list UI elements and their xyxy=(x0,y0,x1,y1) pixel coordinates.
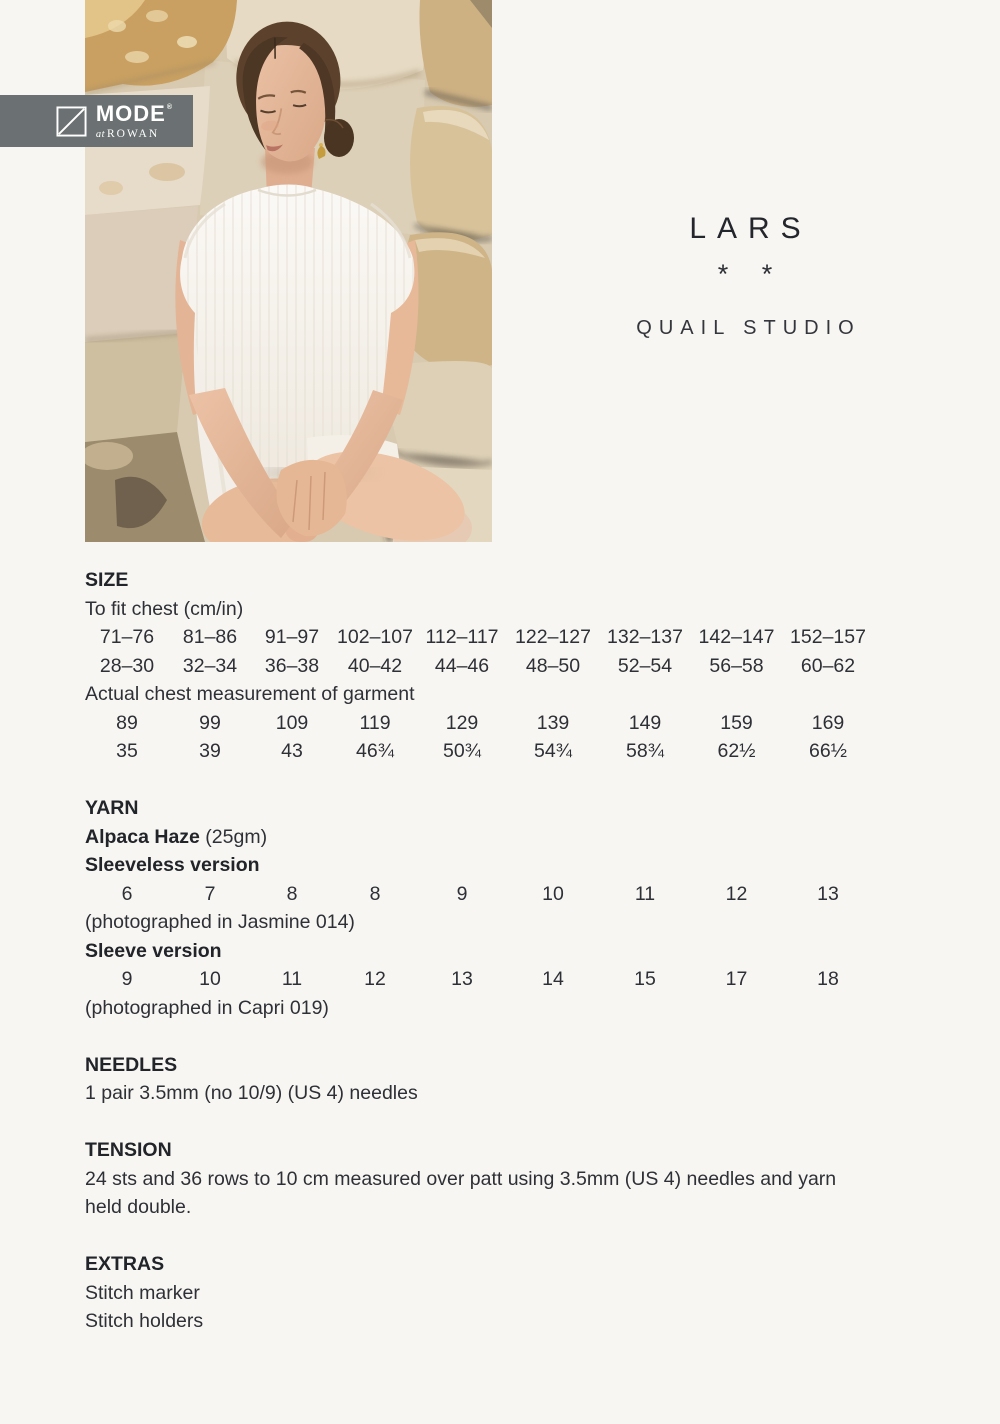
sleeve-qty-value: 18 xyxy=(817,968,839,990)
actual-cm-value: 159 xyxy=(720,711,753,734)
extras-list xyxy=(85,1279,945,1336)
size-cm-value: 122–127 xyxy=(515,626,591,648)
sleeveless-qty-value: 11 xyxy=(634,882,656,905)
size-cm-value: 91–97 xyxy=(264,626,320,648)
designer-name: QUAIL STUDIO xyxy=(636,317,861,339)
brand-at-text: at xyxy=(95,128,105,140)
sleeveless-qty-value: 7 xyxy=(204,882,216,905)
yarn-name-line xyxy=(85,823,945,852)
size-in-value: 32–34 xyxy=(182,654,238,677)
needles-heading: NEEDLES xyxy=(85,1053,178,1076)
size-cm-value: 152–157 xyxy=(790,626,866,648)
sleeve-note: (photographed in Capri 019) xyxy=(85,996,329,1019)
actual-cm-value: 129 xyxy=(445,711,479,734)
title-block xyxy=(575,212,915,340)
actual-cm-value: 119 xyxy=(359,711,391,734)
pattern-info xyxy=(85,566,945,1336)
hair-bun xyxy=(324,119,354,157)
sleeveless-note: (photographed in Jasmine 014) xyxy=(85,911,355,933)
actual-cm-value: 149 xyxy=(628,711,662,734)
size-in-value: 60–62 xyxy=(800,654,856,677)
sleeve-qty-value: 12 xyxy=(364,968,386,990)
size-in-value: 44–46 xyxy=(434,654,490,677)
tension-text xyxy=(85,1165,945,1222)
actual-in-value: 43 xyxy=(281,740,303,762)
size-cm-value: 142–147 xyxy=(698,626,775,648)
tension-line: held double. xyxy=(85,1196,192,1218)
size-cm-value: 102–107 xyxy=(337,626,413,648)
extras-item: Stitch marker xyxy=(85,1281,200,1304)
pattern-title: LARS xyxy=(689,212,812,245)
extras-item: Stitch holders xyxy=(85,1310,204,1332)
actual-label: Actual chest measurement of garment xyxy=(85,683,415,705)
brand-mode-text: MODE xyxy=(95,100,166,126)
registered-mark: ® xyxy=(166,103,173,111)
sleeve-qty-value: 11 xyxy=(281,968,303,990)
size-cm-value: 112–117 xyxy=(425,626,499,648)
mode-logo-icon xyxy=(56,106,87,137)
actual-cm-row xyxy=(85,709,945,738)
actual-in-row xyxy=(85,737,945,766)
sleeve-qty-value: 14 xyxy=(542,968,564,990)
size-heading: SIZE xyxy=(85,569,129,591)
sleeve-qty-value: 15 xyxy=(634,968,656,990)
model-photo xyxy=(85,0,492,542)
difficulty-stars: * * xyxy=(717,259,786,289)
sleeve-qty-value: 10 xyxy=(199,968,221,990)
yarn-put-up: (25gm) xyxy=(199,825,268,848)
to-fit-cm-row xyxy=(85,623,945,652)
actual-cm-value: 109 xyxy=(275,711,309,734)
actual-cm-value: 169 xyxy=(811,711,845,734)
extras-heading: EXTRAS xyxy=(85,1253,165,1275)
actual-cm-value: 89 xyxy=(116,711,138,734)
brand-wordmark xyxy=(95,100,173,140)
sleeve-qty-value: 9 xyxy=(121,968,133,990)
sleeveless-qty-value: 13 xyxy=(817,882,839,905)
brand-rowan-text: ROWAN xyxy=(107,127,160,140)
actual-in-value: 46¾ xyxy=(356,740,394,762)
size-in-value: 56–58 xyxy=(709,654,764,677)
tension-line: 24 sts and 36 rows to 10 cm measured over patt using 3.5mm (US 4) needles and yarn xyxy=(85,1167,837,1190)
actual-in-value: 58¾ xyxy=(626,740,664,762)
sleeve-label: Sleeve version xyxy=(85,939,222,962)
sleeveless-qty-row xyxy=(85,880,945,909)
actual-in-value: 39 xyxy=(199,740,221,762)
sleeveless-qty-value: 9 xyxy=(456,882,468,905)
actual-in-value: 54¾ xyxy=(534,740,572,762)
size-in-value: 48–50 xyxy=(525,654,581,677)
sleeveless-qty-value: 6 xyxy=(121,882,133,905)
brand-badge xyxy=(0,95,193,147)
yarn-heading: YARN xyxy=(85,797,139,819)
needles-text: 1 pair 3.5mm (no 10/9) (US 4) needles xyxy=(85,1082,418,1104)
size-cm-value: 132–137 xyxy=(607,626,683,648)
size-cm-value: 71–76 xyxy=(99,626,155,648)
sleeveless-label: Sleeveless version xyxy=(85,854,260,876)
size-in-value: 36–38 xyxy=(264,654,320,677)
sleeveless-qty-value: 8 xyxy=(369,882,381,905)
sleeveless-qty-value: 8 xyxy=(286,882,298,905)
size-in-value: 52–54 xyxy=(617,654,673,677)
sleeve-qty-row xyxy=(85,965,945,994)
sleeveless-qty-value: 12 xyxy=(725,882,748,905)
to-fit-label: To fit chest (cm/in) xyxy=(85,597,244,620)
size-in-value: 28–30 xyxy=(99,654,155,677)
sleeve-qty-value: 17 xyxy=(725,968,748,990)
actual-in-value: 35 xyxy=(116,740,138,762)
actual-in-value: 62½ xyxy=(717,740,756,762)
actual-in-value: 66½ xyxy=(809,740,847,762)
sleeveless-qty-value: 10 xyxy=(542,882,564,905)
to-fit-in-row xyxy=(85,652,945,681)
size-cm-value: 81–86 xyxy=(182,626,238,648)
actual-in-value: 50¾ xyxy=(443,740,481,762)
sleeve-qty-value: 13 xyxy=(451,968,473,990)
actual-cm-value: 99 xyxy=(199,711,221,734)
yarn-name: Alpaca Haze xyxy=(85,825,200,848)
actual-cm-value: 139 xyxy=(536,711,570,734)
size-in-value: 40–42 xyxy=(347,654,403,677)
tension-heading: TENSION xyxy=(85,1139,172,1161)
